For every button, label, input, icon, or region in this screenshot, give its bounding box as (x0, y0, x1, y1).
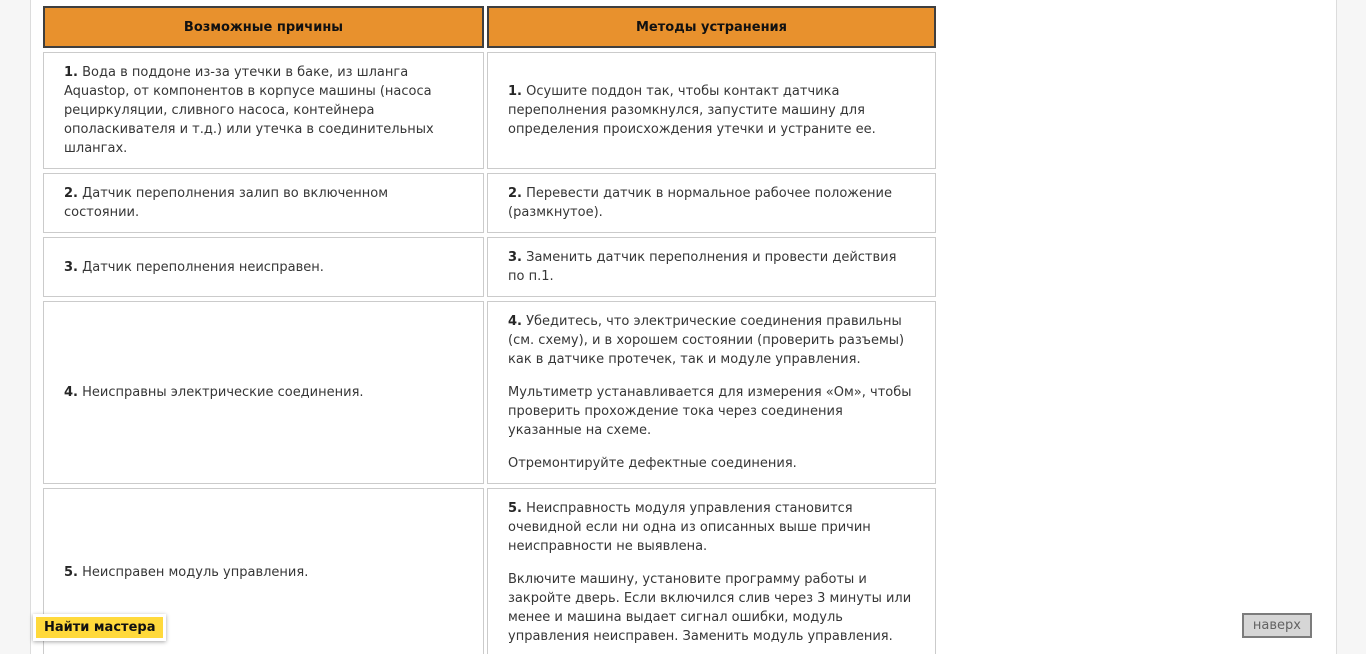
troubleshooting-table (40, 2, 939, 654)
item-number: 2. (64, 186, 78, 201)
fix-cell (487, 301, 936, 484)
cause-cell (43, 237, 484, 297)
item-number: 1. (508, 84, 522, 99)
item-number: 5. (64, 565, 78, 580)
cell-paragraph: Мультиметр устанавливается для измерения «Ом», чтобы проверить прохождение тока через соединения указанные на схеме. (508, 385, 912, 438)
cell-paragraph: 4. Убедитесь, что электрические соединения правильны (см. схему), и в хорошем состоянии (проверить разъемы) как в датчике протечек, так и модуле управления. (508, 314, 905, 367)
item-number: 3. (508, 250, 522, 265)
item-number: 2. (508, 186, 522, 201)
item-number: 4. (508, 314, 522, 329)
fix-cell (487, 237, 936, 297)
table-row (43, 237, 936, 297)
find-master-button[interactable]: Найти мастера (33, 614, 166, 641)
back-to-top-button[interactable]: наверх (1242, 613, 1312, 638)
item-number: 3. (64, 259, 78, 275)
table-header (43, 6, 936, 48)
cell-paragraph: 1. Осушите поддон так, чтобы контакт датчика переполнения разомкнулся, запустите машину для определения происхождения утечки и устраните ее. (508, 84, 876, 137)
header-row (43, 6, 936, 48)
cell-paragraph: 3. Заменить датчик переполнения и провести действия по п.1. (508, 250, 897, 284)
column-header-fixes: Методы устранения (487, 6, 936, 48)
table-row (43, 301, 936, 484)
cell-paragraph: 1. Вода в поддоне из-за утечки в баке, из шланга Aquastop, от компонентов в корпусе машины (насоса рециркуляции, сливного насоса, контейнера ополаскивателя и т.д.) или утечка в соединительных шлангах. (64, 65, 434, 156)
table-row (43, 52, 936, 169)
item-number: 5. (508, 501, 522, 516)
item-number: 1. (64, 65, 78, 80)
table-row (43, 488, 936, 654)
item-number: 4. (64, 385, 78, 400)
column-header-causes: Возможные причины (43, 6, 484, 48)
cell-paragraph: 4. Неисправны электрические соединения. (64, 385, 364, 400)
table-body (43, 52, 936, 654)
table-row (43, 173, 936, 233)
cause-cell (43, 173, 484, 233)
cell-paragraph: 2. Датчик переполнения залип во включенном состоянии. (64, 186, 389, 220)
fix-cell (487, 488, 936, 654)
cell-paragraph: 5. Неисправность модуля управления становится очевидной если ни одна из описанных выше причин неисправности не выявлена. (508, 501, 871, 554)
cause-cell (43, 52, 484, 169)
cell-paragraph: 2. Перевести датчик в нормальное рабочее положение (размкнутое). (508, 186, 892, 220)
cell-paragraph: 3. Датчик переполнения неисправен. (64, 259, 324, 275)
cell-paragraph: Включите машину, установите программу работы и закройте дверь. Если включился слив через 3 минуты или менее и машина выдает сигнал ошибки, модуль управления неисправен. Заменить модуль управления. (508, 572, 912, 644)
fix-cell (487, 52, 936, 169)
fix-cell (487, 173, 936, 233)
content-area (30, 0, 1337, 654)
cell-paragraph: Отремонтируйте дефектные соединения. (508, 456, 797, 471)
cause-cell (43, 301, 484, 484)
cell-paragraph: 5. Неисправен модуль управления. (64, 565, 309, 580)
